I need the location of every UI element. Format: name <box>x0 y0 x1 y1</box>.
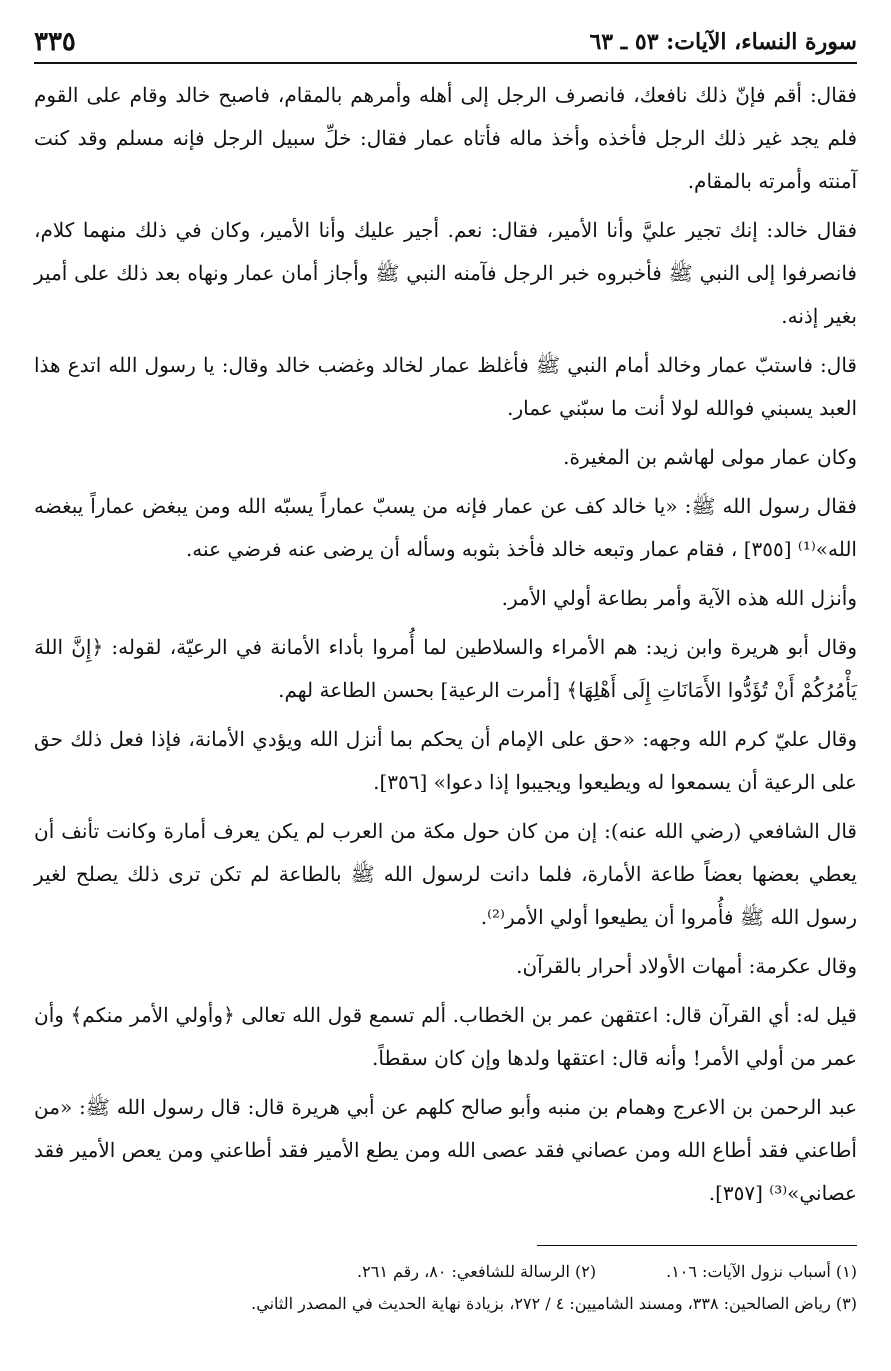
paragraph: عبد الرحمن بن الاعرج وهمام بن منبه وأبو صالح كلهم عن أبي هريرة قال: قال رسول الله ﷺ: «من أطاعني فقد أطاع الله ومن عصاني فقد عصى الله ومن يطع الأمير فقد أطاعني ومن يعص الأمير فقد عصاني»⁽³⁾ [٣٥٧]. <box>34 1095 857 1205</box>
page-header <box>34 22 857 64</box>
footnotes <box>34 1256 857 1320</box>
paragraph: وقال عكرمة: أمهات الأولاد أحرار بالقرآن. <box>516 954 857 978</box>
footnote-1: (١) أسباب نزول الآيات: ١٠٦. <box>666 1262 857 1281</box>
footnote-row <box>34 1288 857 1320</box>
footnote-row <box>34 1256 857 1288</box>
paragraph: وأنزل الله هذه الآية وأمر بطاعة أولي الأمر. <box>501 586 857 610</box>
paragraph: قيل له: أي القرآن قال: اعتقهن عمر بن الخطاب. ألم تسمع قول الله تعالى ﴿وأولي الأمر منكم﴾ وأن عمر من أولي الأمر! وأنه قال: اعتقها ولدها وإن كان سقطاً. <box>34 1003 857 1070</box>
running-title: سورة النساء، الآيات: ٥٣ ـ ٦٣ <box>589 29 857 55</box>
paragraph: وكان عمار مولى لهاشم بن المغيرة. <box>563 445 857 469</box>
footnote-2: (٢) الرسالة للشافعي: ٨٠، رقم ٢٦١. <box>357 1262 597 1281</box>
page-number: ٣٣٥ <box>34 27 76 57</box>
paragraph: وقال عليّ كرم الله وجهه: «حق على الإمام أن يحكم بما أنزل الله ويؤدي الأمانة، فإذا فعل ذلك حق على الرعية أن يسمعوا له ويطيعوا ويجيبوا إذا دعوا» [٣٥٦]. <box>34 727 857 794</box>
paragraph: فقال رسول الله ﷺ: «يا خالد كف عن عمار فإنه من يسبّ عماراً يسبّه الله ومن يبغض عماراً يبغضه الله»⁽¹⁾ [٣٥٥] ، فقام عمار وتبعه خالد فأخذ بثوبه وسأله أن يرضى عنه فرضي عنه. <box>34 494 857 561</box>
paragraph: وقال أبو هريرة وابن زيد: هم الأمراء والسلاطين لما أُمروا بأداء الأمانة في الرعيّة، لقوله: ﴿إِنَّ اللهَ يَأْمُرُكُمْ أَنْ تُؤَدُّوا الأَمَانَاتِ إِلَى أَهْلِهَا﴾ [أمرت الرعية] بحسن الطاعة لهم. <box>34 635 857 702</box>
main-text <box>34 74 857 1215</box>
paragraph: فقال خالد: إنك تجير عليَّ وأنا الأمير، فقال: نعم. أجير عليك وأنا الأمير، وكان في ذلك منهما كلام، فانصرفوا إلى النبي ﷺ فأخبروه خبر الرجل فآمنه النبي ﷺ وأجاز أمان عمار ونهاه بعد ذلك على أمير بغير إذنه. <box>34 218 857 328</box>
footnote-3: (٣) رياض الصالحين: ٣٣٨، ومسند الشاميين: ٤ / ٢٧٢، بزيادة نهاية الحديث في المصدر الثاني. <box>251 1294 857 1313</box>
paragraph: قال الشافعي (رضي الله عنه): إن من كان حول مكة من العرب لم يكن يعرف أمارة وكانت تأنف أن يعطي بعضها بعضاً طاعة الأمارة، فلما دانت لرسول الله ﷺ بالطاعة لم تكن ترى ذلك يصلح لغير رسول الله ﷺ فأُمروا أن يطيعوا أولي الأمر⁽²⁾. <box>34 819 857 929</box>
paragraph: قال: فاستبّ عمار وخالد أمام النبي ﷺ فأغلظ عمار لخالد وغضب خالد وقال: يا رسول الله اتدع هذا العبد يسبني فوالله لولا أنت ما سبّني عمار. <box>34 353 857 420</box>
footnote-divider <box>537 1245 857 1246</box>
paragraph: فقال: أقم فإنّ ذلك نافعك، فانصرف الرجل إلى أهله وأمرهم بالمقام، فاصبح خالد وقام على القوم فلم يجد غير ذلك الرجل فأخذه وأخذ ماله فأتاه عمار فقال: خلِّ سبيل الرجل فإنه مسلم وقد كنت آمنته وأمرته بالمقام. <box>34 83 857 193</box>
